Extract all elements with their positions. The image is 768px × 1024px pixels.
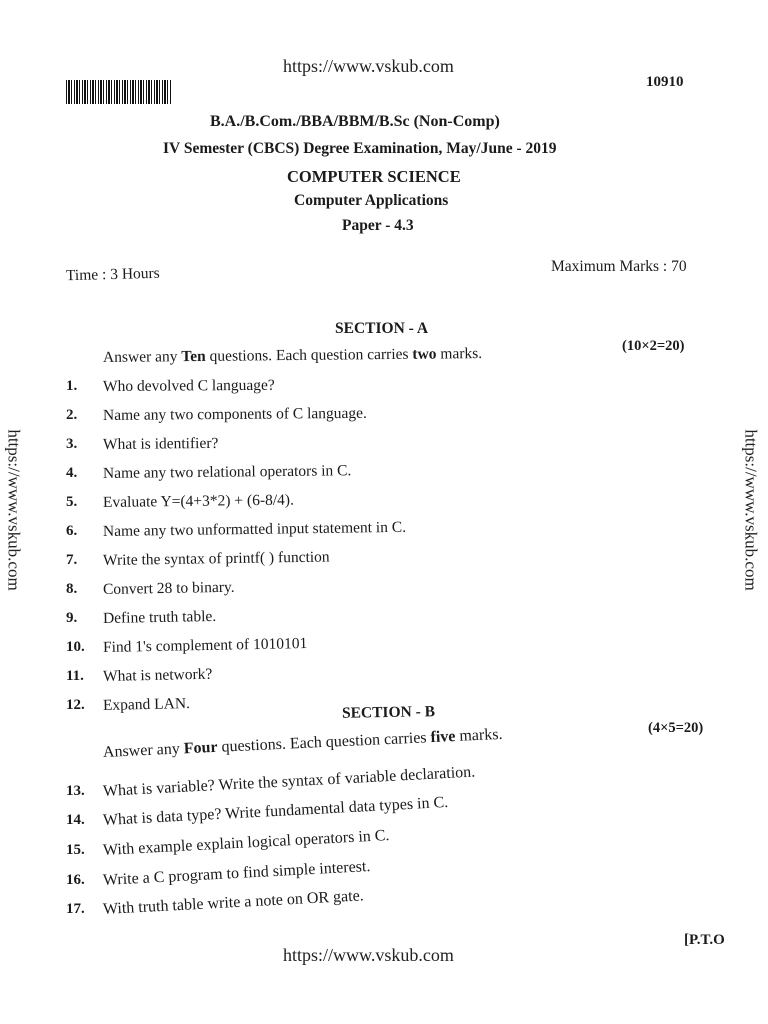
question-item	[0, 793, 768, 838]
question-number: 3.	[66, 436, 78, 452]
question-item	[0, 665, 768, 692]
section-a-instruction: Answer any Ten questions. Each question carries two marks.	[102, 345, 483, 366]
question-text: What is network?	[102, 665, 213, 685]
question-item	[0, 858, 768, 898]
right-url: https://www.vskub.com	[741, 429, 761, 591]
bottom-url: https://www.vskub.com	[283, 945, 454, 965]
question-text: What is identifier?	[102, 434, 219, 453]
question-text: Convert 28 to binary.	[102, 578, 235, 598]
question-number: 4.	[66, 465, 78, 481]
question-number: 2.	[66, 407, 78, 423]
question-item	[0, 578, 768, 605]
question-text: Evaluate Y=(4+3*2) + (6-8/4).	[102, 491, 295, 511]
question-text: Name any two components of C language.	[102, 404, 367, 424]
question-text: Define truth table.	[102, 607, 217, 627]
question-item	[0, 763, 768, 809]
time-allowed: Time : 3 Hours	[65, 264, 160, 285]
question-text: With truth table write a note on OR gate.	[102, 887, 365, 918]
question-number: 8.	[66, 581, 78, 597]
question-number: 6.	[66, 523, 78, 539]
question-text: With example explain logical operators in C.	[102, 827, 390, 859]
question-number: 14.	[66, 812, 85, 828]
question-item	[0, 491, 768, 518]
question-number: 7.	[66, 552, 78, 568]
question-item	[0, 635, 768, 663]
left-url: https://www.vskub.com	[4, 429, 24, 591]
question-number: 5.	[66, 494, 78, 510]
question-item	[0, 827, 768, 868]
question-item	[0, 887, 768, 927]
question-text: Name any two unformatted input statement in C.	[102, 518, 407, 540]
section-a-title: SECTION - A	[335, 320, 429, 337]
maximum-marks: Maximum Marks : 70	[551, 258, 687, 275]
question-item	[0, 548, 768, 576]
degree-title: B.A./B.Com./BBA/BBM/B.Sc (Non-Comp)	[210, 113, 500, 130]
question-number: 1.	[66, 378, 78, 394]
pto-mark: [P.T.O	[684, 932, 725, 948]
question-number: 13.	[66, 783, 85, 799]
question-number: 10.	[66, 639, 85, 655]
course-title: Computer Applications	[294, 192, 449, 209]
section-b-instruction: Answer any Four questions. Each question carries five marks.	[102, 725, 503, 761]
section-b-title: SECTION - B	[341, 703, 436, 722]
question-item	[0, 404, 768, 431]
question-text: Find 1's complement of 1010101	[102, 635, 308, 656]
question-text: What is variable? Write the syntax of variable declaration.	[102, 763, 476, 800]
question-text: Expand LAN.	[102, 695, 191, 714]
question-item	[0, 518, 768, 547]
subject-title: COMPUTER SCIENCE	[287, 167, 461, 186]
section-a-marks: (10×2=20)	[622, 338, 685, 354]
question-text: Who devolved C language?	[102, 376, 275, 395]
question-text: Write the syntax of printf( ) function	[102, 548, 330, 569]
question-number: 16.	[66, 872, 85, 888]
barcode	[66, 80, 172, 104]
question-text: What is data type? Write fundamental data types in C.	[102, 793, 449, 829]
question-text: Write a C program to find simple interest.	[102, 858, 371, 889]
exam-title: IV Semester (CBCS) Degree Examination, May/June - 2019	[163, 140, 557, 157]
paper-number: Paper - 4.3	[342, 217, 414, 234]
question-number: 12.	[66, 697, 85, 713]
question-item	[0, 378, 768, 402]
top-url: https://www.vskub.com	[283, 56, 454, 76]
question-item	[0, 607, 768, 634]
question-text: Name any two relational operators in C.	[102, 462, 352, 482]
question-item	[0, 462, 768, 489]
question-item	[0, 436, 768, 460]
question-number: 15.	[66, 842, 85, 858]
question-number: 9.	[66, 610, 78, 626]
section-b-marks: (4×5=20)	[648, 720, 704, 736]
question-number: 11.	[66, 668, 84, 684]
question-number: 17.	[66, 901, 85, 917]
paper-code: 10910	[646, 74, 684, 90]
